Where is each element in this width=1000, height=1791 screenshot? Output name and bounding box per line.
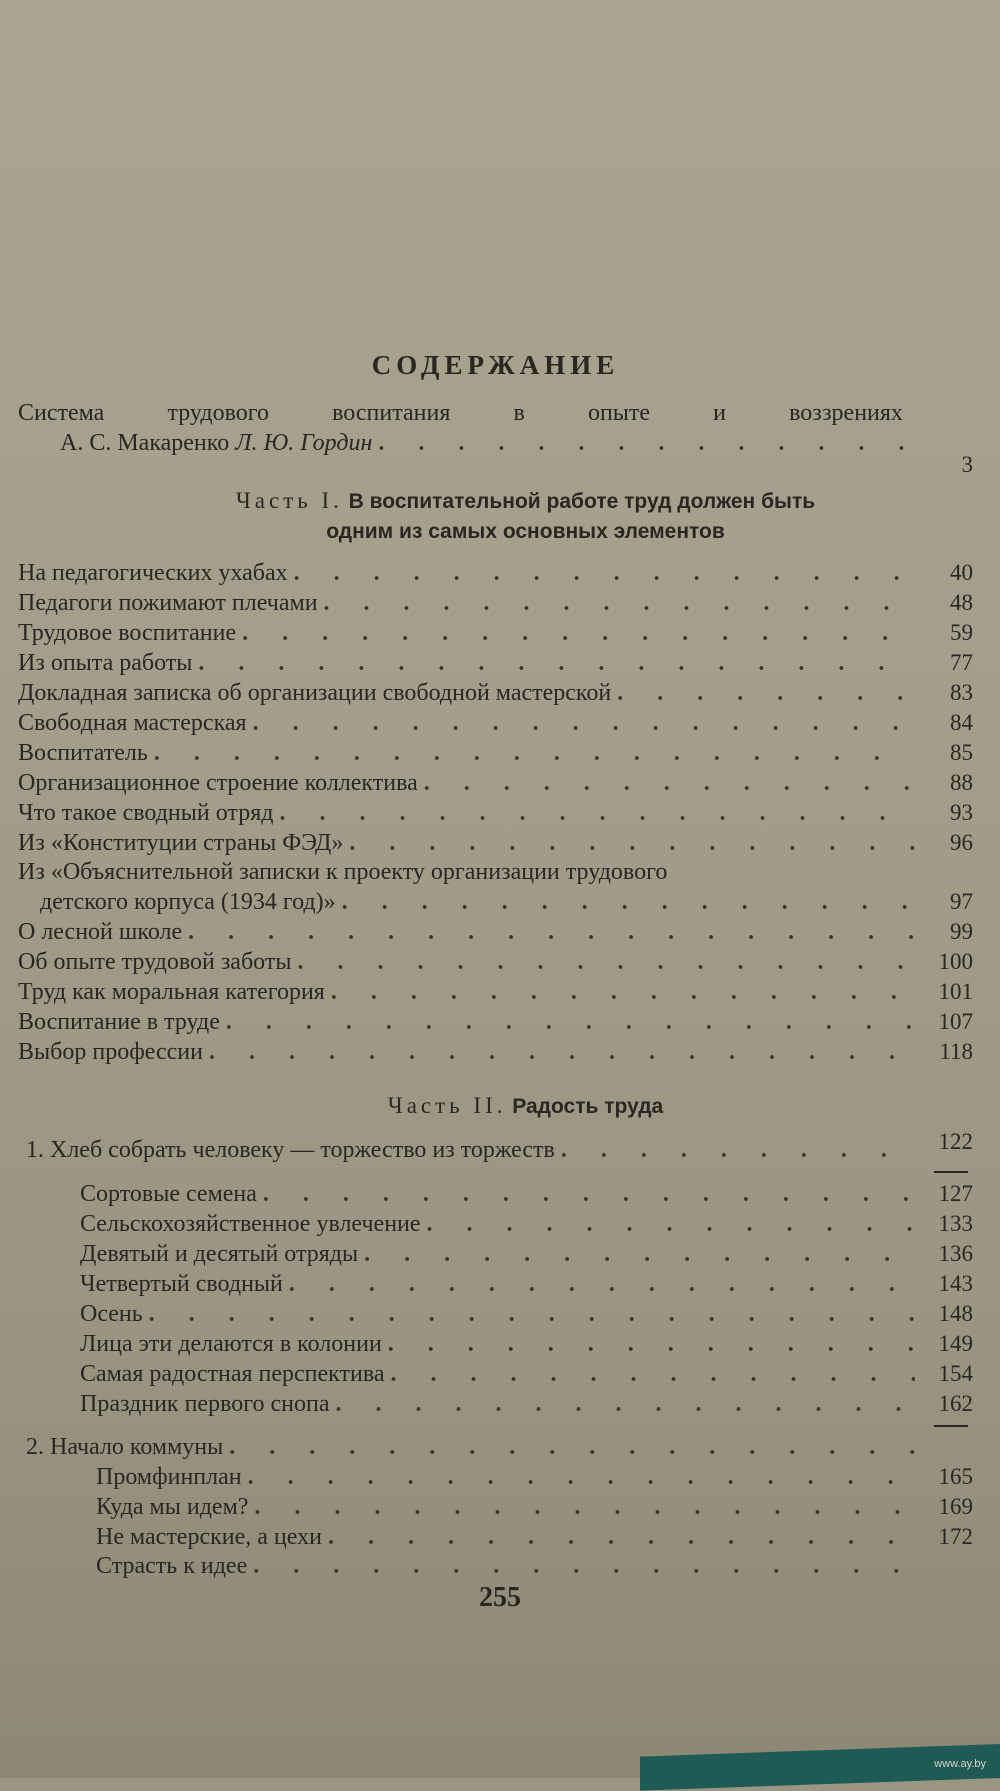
part-1-entries	[18, 558, 973, 1067]
dot-leader	[254, 1493, 915, 1522]
list-item: О лесной школе . . . 99	[18, 917, 973, 947]
page-ref: 133	[938, 1211, 973, 1236]
list-item: Сортовые семена . . . 127	[18, 1179, 973, 1209]
page-ref: 84	[950, 710, 973, 735]
list-item: Докладная записка об организации свободной мастерской . . . 83	[18, 678, 973, 708]
divider	[18, 1165, 973, 1179]
part-title-line: Радость труда	[512, 1095, 664, 1118]
list-item: Труд как моральная категория . . . 101	[18, 977, 973, 1007]
dot-leader	[188, 918, 915, 947]
page-ref: 107	[938, 1009, 973, 1034]
list-item: Из «Конституции страны ФЭД» . . . 96	[18, 828, 973, 858]
list-item: Промфинплан . . . 165	[18, 1462, 973, 1492]
page-number: 255	[479, 1582, 521, 1613]
dot-leader	[561, 1136, 915, 1165]
intro-author: Л. Ю. Гордин	[235, 430, 373, 456]
dot-leader	[331, 978, 915, 1007]
list-item: Что такое сводный отряд . . . 93	[18, 798, 973, 828]
list-item: Организационное строение коллектива . . . 88	[18, 768, 973, 798]
page-ref: 100	[938, 949, 973, 974]
dot-leader	[378, 429, 915, 458]
page-ref: 101	[938, 979, 973, 1004]
dot-leader	[617, 679, 915, 708]
dot-leader	[154, 739, 915, 768]
page-ref: 118	[939, 1039, 973, 1064]
page-ref: 48	[950, 590, 973, 615]
part-label: Часть I.	[235, 488, 343, 513]
list-item: Сельскохозяйственное увлечение . . . 133	[18, 1209, 973, 1239]
dot-leader	[424, 769, 915, 798]
list-item: Воспитатель . . . 85	[18, 738, 973, 768]
dot-leader	[336, 1390, 916, 1419]
part-1-title	[18, 486, 973, 546]
dot-leader	[263, 1180, 915, 1209]
dot-leader	[364, 1240, 915, 1269]
list-item: Девятый и десятый отряды . . . 136	[18, 1239, 973, 1269]
page-ref: 169	[938, 1494, 973, 1519]
dot-leader	[209, 1038, 915, 1067]
page-ref: 136	[938, 1241, 973, 1266]
list-item: Осень . . . 148	[18, 1299, 973, 1329]
dot-leader	[427, 1210, 915, 1239]
dot-leader	[279, 799, 915, 828]
list-item: Из «Объяснительной записки к проекту организации трудового детского корпуса (1934 год)» . . . 97	[18, 858, 973, 917]
intro-line-2	[18, 428, 973, 477]
intro-word: и	[713, 400, 727, 426]
dot-leader	[342, 888, 915, 917]
intro-subject: А. С. Макаренко	[60, 430, 230, 456]
intro-word: воспитания	[332, 400, 451, 426]
page-ref: 154	[938, 1361, 973, 1386]
page-ref: 88	[950, 770, 973, 795]
page-title: СОДЕРЖАНИЕ	[371, 350, 620, 380]
page-ref: 165	[938, 1464, 973, 1489]
page-ref: 83	[950, 680, 973, 705]
page-ref: 40	[950, 560, 973, 585]
page-ref: 148	[938, 1301, 973, 1326]
part-2-entries	[18, 1129, 973, 1581]
page-ref: 85	[950, 740, 973, 765]
dot-leader	[289, 1270, 915, 1299]
page-ref: 143	[938, 1271, 973, 1296]
part-title-line: одним из самых основных элементов	[326, 520, 725, 543]
list-item: Из опыта работы . . . 77	[18, 648, 973, 678]
page-ref: 99	[950, 919, 973, 944]
list-item: Об опыте трудовой заботы . . . 100	[18, 947, 973, 977]
watermark: www.ay.by	[934, 1758, 986, 1770]
page-ref: 149	[938, 1331, 973, 1356]
dot-leader	[328, 1523, 915, 1552]
page-ref: 77	[950, 650, 973, 675]
dot-leader	[253, 1552, 915, 1581]
intro-word: в	[513, 400, 525, 426]
list-item: Воспитание в труде . . . 107	[18, 1007, 973, 1037]
dot-leader	[349, 829, 915, 858]
intro-entry	[18, 399, 973, 477]
dot-leader	[294, 559, 915, 588]
divider	[18, 1419, 973, 1433]
intro-word: воззрениях	[789, 400, 903, 426]
list-item: Праздник первого снопа . . . 162	[18, 1389, 973, 1419]
list-item: Педагоги пожимают плечами . . . 48	[18, 588, 973, 618]
intro-line-1	[18, 399, 973, 428]
dot-leader	[388, 1330, 915, 1359]
section-item: 2. Начало коммуны . . .	[18, 1433, 973, 1462]
page-ref: 59	[950, 620, 973, 645]
intro-word: трудового	[167, 400, 270, 426]
part-title-line: В воспитательной работе труд должен быть	[348, 490, 816, 513]
section-item: 1. Хлеб собрать человеку — торжество из торжеств . . . 122	[18, 1135, 973, 1165]
list-item: Лица эти делаются в колонии . . . 149	[18, 1329, 973, 1359]
dot-leader	[226, 1008, 915, 1037]
intro-word: Система	[18, 400, 105, 426]
part-label: Часть II.	[387, 1093, 507, 1118]
dot-leader	[198, 649, 915, 678]
page-ref: 96	[950, 830, 973, 855]
list-item: Выбор профессии . . . 118	[18, 1037, 973, 1067]
list-item: Трудовое воспитание . . . 59	[18, 618, 973, 648]
part-2-title	[18, 1091, 973, 1121]
list-item: На педагогических ухабах . . . 40	[18, 558, 973, 588]
page-ref: 122	[938, 1129, 973, 1154]
page-ref: 3	[961, 452, 973, 477]
dot-leader	[391, 1360, 916, 1389]
list-item: Свободная мастерская . . . 84	[18, 708, 973, 738]
list-item: Самая радостная перспектива . . . 154	[18, 1359, 973, 1389]
dot-leader	[149, 1300, 915, 1329]
page-ref: 172	[938, 1524, 973, 1549]
page-ref: 127	[938, 1181, 973, 1206]
intro-word: опыте	[587, 400, 651, 426]
dot-leader	[248, 1463, 915, 1492]
dot-leader	[297, 948, 915, 977]
page-ref: 162	[938, 1391, 973, 1416]
list-item: Не мастерские, а цехи . . . 172	[18, 1522, 973, 1552]
dot-leader	[242, 619, 915, 648]
dot-leader	[253, 709, 915, 738]
page-ref: 97	[950, 889, 973, 914]
page-ref: 93	[950, 800, 973, 825]
list-item: Куда мы идем? . . . 169	[18, 1492, 973, 1522]
dot-leader	[324, 589, 915, 618]
list-item: Четвертый сводный . . . 143	[18, 1269, 973, 1299]
dot-leader	[229, 1433, 915, 1462]
table-of-contents	[18, 350, 973, 1581]
list-item: Страсть к идее . . .	[18, 1552, 973, 1581]
